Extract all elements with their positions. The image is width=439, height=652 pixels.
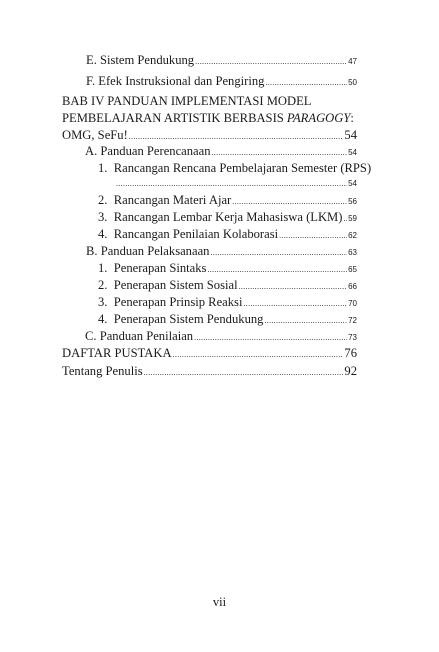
toc-page-number: 50 (348, 78, 357, 87)
toc-leader-dots (116, 176, 347, 192)
toc-entry-materi-ajar (98, 192, 357, 210)
toc-label: A. Panduan Perencanaan (85, 144, 211, 158)
toc-entry-penilaian-kolaborasi (98, 226, 357, 244)
toc-leader-dots (173, 347, 344, 363)
toc-item-number: 1. (98, 161, 108, 175)
toc-leader-dots (343, 211, 347, 227)
toc-item-number: 4. (98, 227, 108, 241)
toc-leader-dots (232, 194, 347, 210)
toc-item-number: 4. (98, 312, 108, 326)
toc-chapter-4-title-italic: PARAGOGY (286, 111, 351, 125)
toc-label: Penerapan Prinsip Reaksi (113, 295, 243, 309)
toc-label: Rancangan Penilaian Kolaborasi (113, 227, 279, 241)
toc-entry-b-panduan-pelaksanaan (86, 243, 357, 261)
toc-leader-dots (144, 365, 344, 381)
toc-page-number: 70 (348, 299, 357, 308)
toc-entry-e-sistem-pendukung (86, 52, 357, 70)
toc-leader-dots (243, 296, 347, 312)
toc-item-number: 2. (98, 278, 108, 292)
toc-label: Rancangan Rencana Pembelajaran Semester (RPS) (113, 161, 372, 175)
toc-label: Tentang Penulis (62, 364, 143, 378)
toc-page-number: 63 (348, 248, 357, 257)
toc-leader-dots (195, 54, 347, 70)
toc-item-number: 3. (98, 210, 108, 224)
toc-page-number: 73 (348, 333, 357, 342)
toc-chapter-4-title-colon: : (350, 111, 354, 125)
toc-page-number: 54 (348, 148, 357, 157)
toc-entry-rps-page-line (115, 176, 357, 192)
toc-label: C. Panduan Penilaian (85, 329, 194, 343)
toc-leader-dots (279, 228, 347, 244)
toc-page-number: 72 (348, 316, 357, 325)
toc-item-number: 3. (98, 295, 108, 309)
toc-entry-penerapan-sintaks (98, 260, 357, 278)
toc-label: Penerapan Sistem Pendukung (113, 312, 264, 326)
toc-label: OMG, SeFu! (62, 128, 128, 142)
toc-entry-f-efek-instruksional (86, 73, 357, 91)
toc-page-number: 54 (348, 179, 357, 188)
toc-page-number: 65 (348, 265, 357, 274)
toc-leader-dots (265, 75, 347, 91)
toc-entry-a-panduan-perencanaan (85, 143, 357, 161)
toc-page-number: 76 (344, 346, 357, 360)
toc-label: E. Sistem Pendukung (86, 53, 195, 67)
toc-chapter-4-title-line1: BAB IV PANDUAN IMPLEMENTASI MODEL (62, 94, 312, 108)
toc-entry-rps (98, 160, 371, 176)
toc-leader-dots (207, 262, 347, 278)
toc-label: Penerapan Sistem Sosial (113, 278, 238, 292)
toc-page-number: 59 (348, 214, 357, 223)
toc-item-number: 2. (98, 193, 108, 207)
toc-entry-penerapan-sistem-pendukung (98, 311, 357, 329)
toc-item-number: 1. (98, 261, 108, 275)
toc-page-number: 62 (348, 231, 357, 240)
toc-leader-dots (239, 279, 348, 295)
toc-label: F. Efek Instruksional dan Pengiring (86, 74, 265, 88)
toc-entry-lkm (98, 209, 357, 227)
toc-entry-penerapan-sistem-sosial (98, 277, 357, 295)
toc-page-number: 66 (348, 282, 357, 291)
toc-label: B. Panduan Pelaksanaan (86, 244, 210, 258)
toc-entry-daftar-pustaka (62, 345, 357, 363)
toc-label: Penerapan Sintaks (113, 261, 207, 275)
toc-leader-dots (210, 245, 347, 261)
toc-page-number: 54 (344, 128, 357, 142)
toc-leader-dots (194, 330, 347, 346)
toc-page-number: 56 (348, 197, 357, 206)
toc-entry-c-panduan-penilaian (85, 328, 357, 346)
toc-chapter-4-title-line2 (62, 110, 354, 126)
toc-page-number: 92 (344, 364, 357, 378)
toc-leader-dots (264, 313, 347, 329)
toc-label: DAFTAR PUSTAKA (62, 346, 172, 360)
toc-label: Rancangan Lembar Kerja Mahasiswa (LKM) (113, 210, 343, 224)
toc-entry-tentang-penulis (62, 363, 357, 381)
page-footer-number: vii (212, 595, 227, 609)
toc-page-number: 47 (348, 57, 357, 66)
toc-label: Rancangan Materi Ajar (113, 193, 232, 207)
toc-leader-dots (212, 145, 348, 161)
toc-chapter-4-title-text: PEMBELAJARAN ARTISTIK BERBASIS (62, 111, 287, 125)
toc-entry-penerapan-prinsip-reaksi (98, 294, 357, 312)
